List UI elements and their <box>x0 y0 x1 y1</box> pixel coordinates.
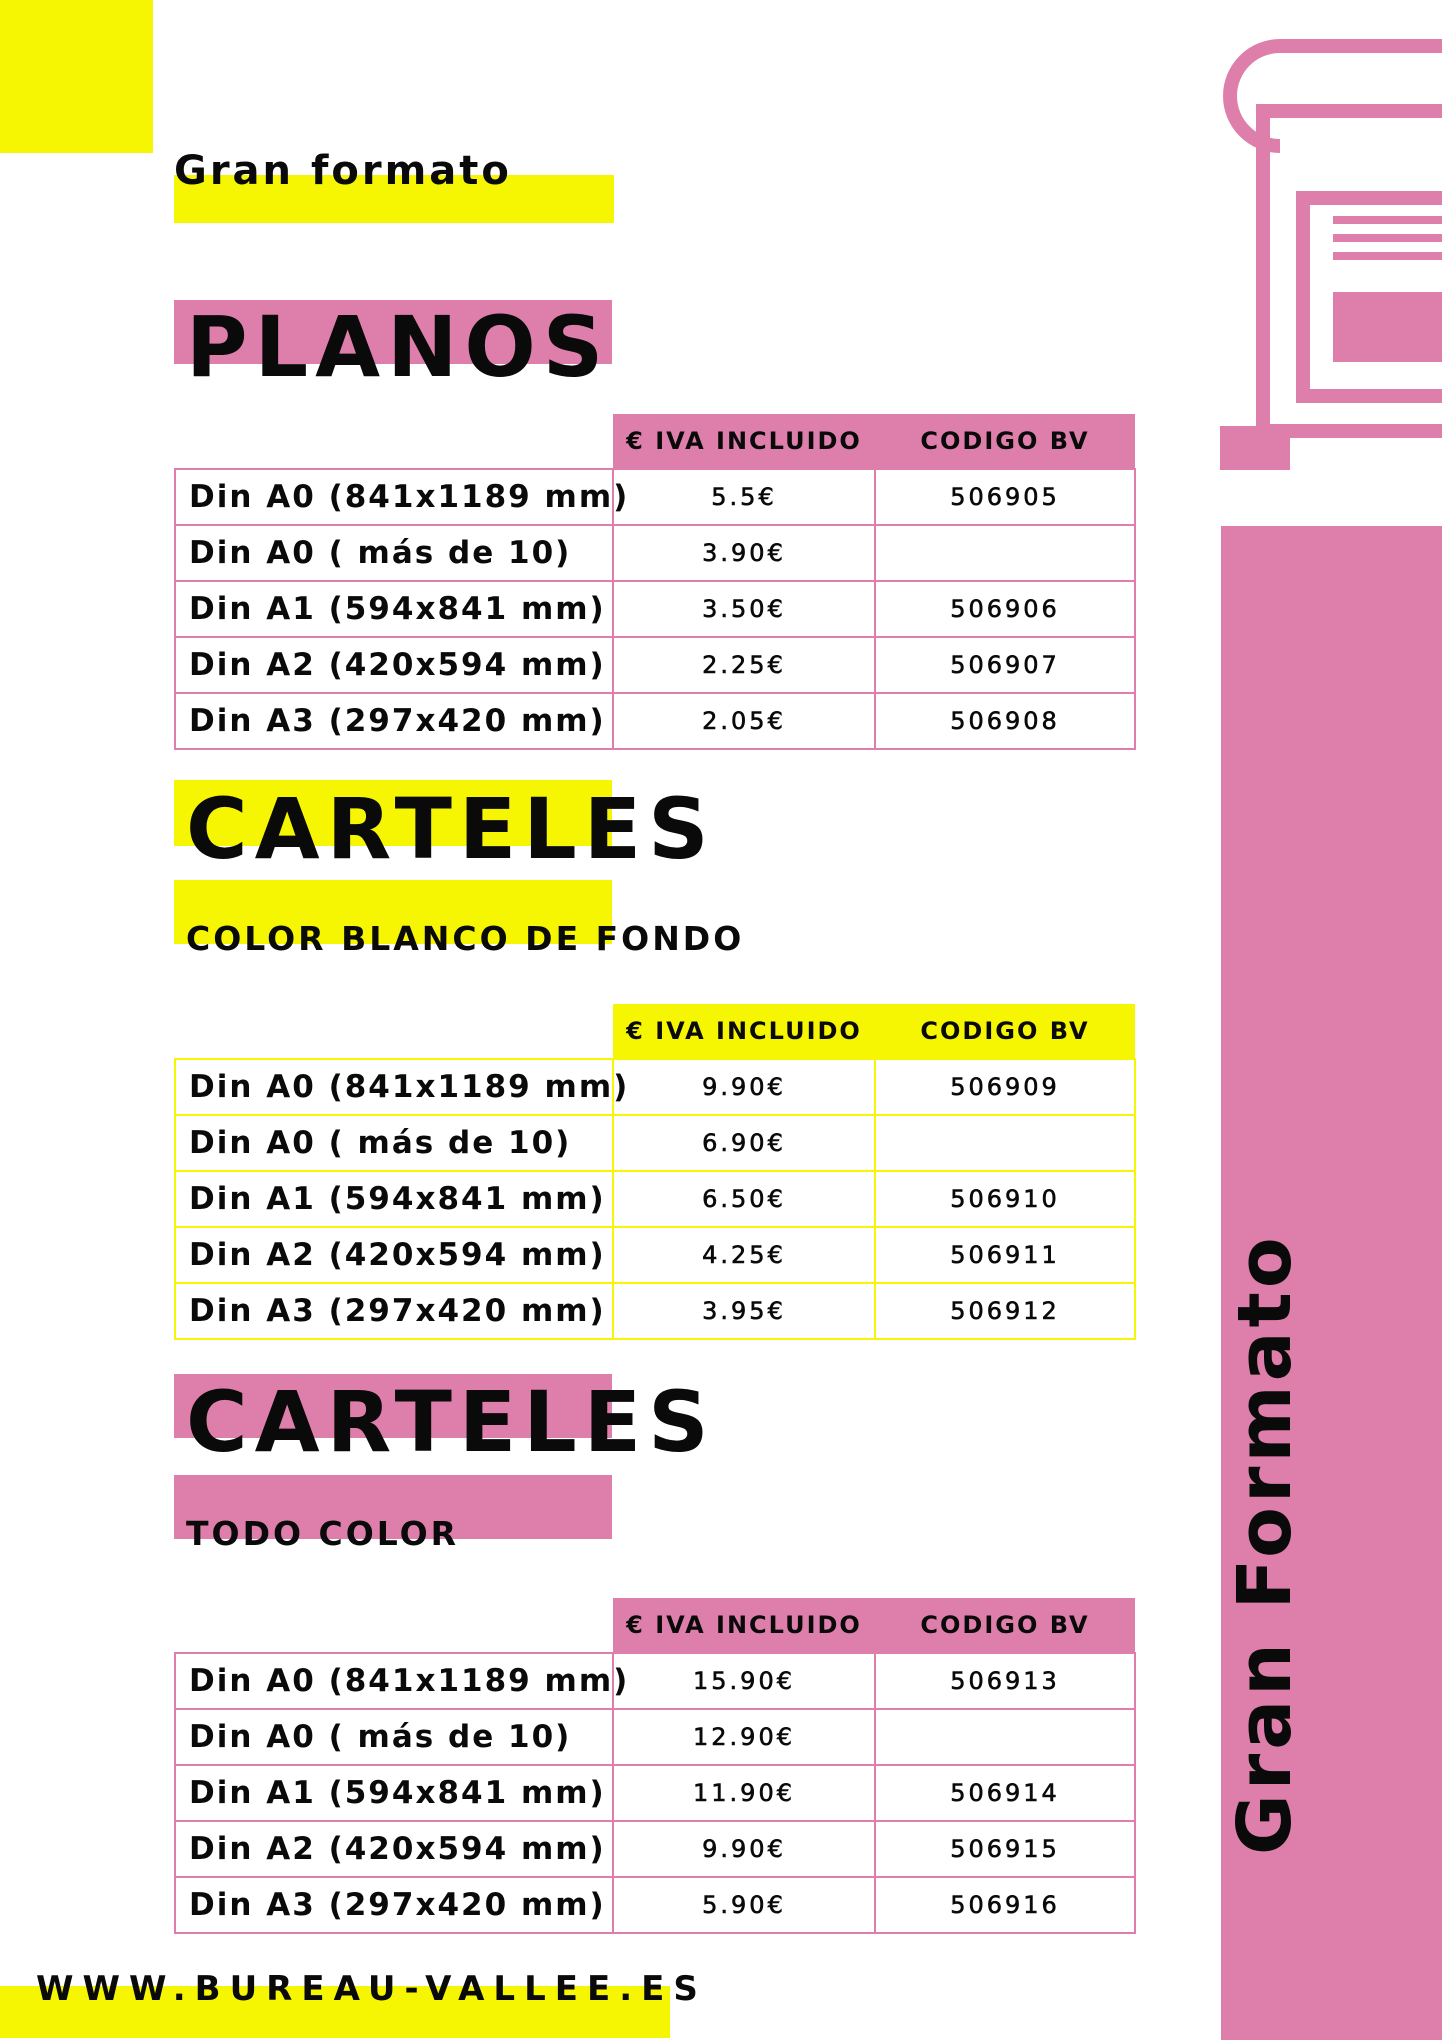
product-code <box>875 525 1135 581</box>
price-value: 3.50€ <box>613 581 875 637</box>
price-table-planos <box>174 414 1136 750</box>
product-code <box>875 1709 1135 1765</box>
product-code: 506905 <box>875 469 1135 525</box>
table-row <box>175 637 1135 693</box>
table-row <box>175 1283 1135 1339</box>
product-code: 506912 <box>875 1283 1135 1339</box>
table-row <box>175 1227 1135 1283</box>
column-header-code: CODIGO BV <box>875 414 1135 469</box>
table-row <box>175 693 1135 749</box>
price-value: 5.90€ <box>613 1877 875 1933</box>
table-row <box>175 1709 1135 1765</box>
section-subtitle-blanco: COLOR BLANCO DE FONDO <box>186 919 745 958</box>
size-label: Din A2 (420x594 mm) <box>175 637 613 693</box>
price-value: 12.90€ <box>613 1709 875 1765</box>
section-subtitle-todo: TODO COLOR <box>186 1514 460 1553</box>
price-value: 9.90€ <box>613 1059 875 1115</box>
size-label: Din A1 (594x841 mm) <box>175 581 613 637</box>
price-value: 6.50€ <box>613 1171 875 1227</box>
section-title-carteles-todo: CARTELES <box>186 1373 716 1471</box>
product-code: 506913 <box>875 1653 1135 1709</box>
product-code <box>875 1115 1135 1171</box>
product-code: 506911 <box>875 1227 1135 1283</box>
column-header-price: € IVA INCLUIDO <box>613 1598 875 1653</box>
size-label: Din A2 (420x594 mm) <box>175 1227 613 1283</box>
price-value: 11.90€ <box>613 1765 875 1821</box>
price-value: 3.90€ <box>613 525 875 581</box>
product-code: 506908 <box>875 693 1135 749</box>
price-value: 3.95€ <box>613 1283 875 1339</box>
vertical-title: Gran Formato <box>1222 1233 1308 1855</box>
table-row <box>175 1877 1135 1933</box>
price-value: 6.90€ <box>613 1115 875 1171</box>
product-code: 506909 <box>875 1059 1135 1115</box>
column-header-price: € IVA INCLUIDO <box>613 1004 875 1059</box>
size-label: Din A1 (594x841 mm) <box>175 1765 613 1821</box>
price-value: 4.25€ <box>613 1227 875 1283</box>
column-header-code: CODIGO BV <box>875 1598 1135 1653</box>
size-label: Din A2 (420x594 mm) <box>175 1821 613 1877</box>
table-row <box>175 469 1135 525</box>
product-code: 506910 <box>875 1171 1135 1227</box>
table-header-spacer <box>175 1004 613 1059</box>
page-title: Gran formato <box>174 148 512 194</box>
size-label: Din A0 (841x1189 mm) <box>175 469 613 525</box>
price-table-carteles-todo <box>174 1598 1136 1934</box>
price-value: 5.5€ <box>613 469 875 525</box>
size-label: Din A1 (594x841 mm) <box>175 1171 613 1227</box>
column-header-code: CODIGO BV <box>875 1004 1135 1059</box>
size-label: Din A0 (841x1189 mm) <box>175 1059 613 1115</box>
size-label: Din A0 ( más de 10) <box>175 1115 613 1171</box>
table-header-spacer <box>175 414 613 469</box>
table-row <box>175 1059 1135 1115</box>
product-code: 506916 <box>875 1877 1135 1933</box>
product-code: 506906 <box>875 581 1135 637</box>
table-row <box>175 1115 1135 1171</box>
price-value: 2.25€ <box>613 637 875 693</box>
price-value: 2.05€ <box>613 693 875 749</box>
price-table-carteles-blanco <box>174 1004 1136 1340</box>
price-value: 15.90€ <box>613 1653 875 1709</box>
table-header-spacer <box>175 1598 613 1653</box>
table-row <box>175 1653 1135 1709</box>
size-label: Din A0 (841x1189 mm) <box>175 1653 613 1709</box>
website-url: WWW.BUREAU-VALLEE.ES <box>36 1969 707 2009</box>
price-value: 9.90€ <box>613 1821 875 1877</box>
table-row <box>175 1171 1135 1227</box>
section-title-carteles-blanco: CARTELES <box>186 780 716 878</box>
size-label: Din A3 (297x420 mm) <box>175 1283 613 1339</box>
product-code: 506907 <box>875 637 1135 693</box>
size-label: Din A3 (297x420 mm) <box>175 693 613 749</box>
size-label: Din A3 (297x420 mm) <box>175 1877 613 1933</box>
size-label: Din A0 ( más de 10) <box>175 525 613 581</box>
product-code: 506915 <box>875 1821 1135 1877</box>
plotter-printer-icon <box>1200 36 1442 476</box>
table-row <box>175 525 1135 581</box>
corner-yellow-block <box>0 0 153 153</box>
column-header-price: € IVA INCLUIDO <box>613 414 875 469</box>
section-title-planos: PLANOS <box>186 298 611 396</box>
size-label: Din A0 ( más de 10) <box>175 1709 613 1765</box>
table-row <box>175 581 1135 637</box>
table-row <box>175 1821 1135 1877</box>
table-row <box>175 1765 1135 1821</box>
product-code: 506914 <box>875 1765 1135 1821</box>
